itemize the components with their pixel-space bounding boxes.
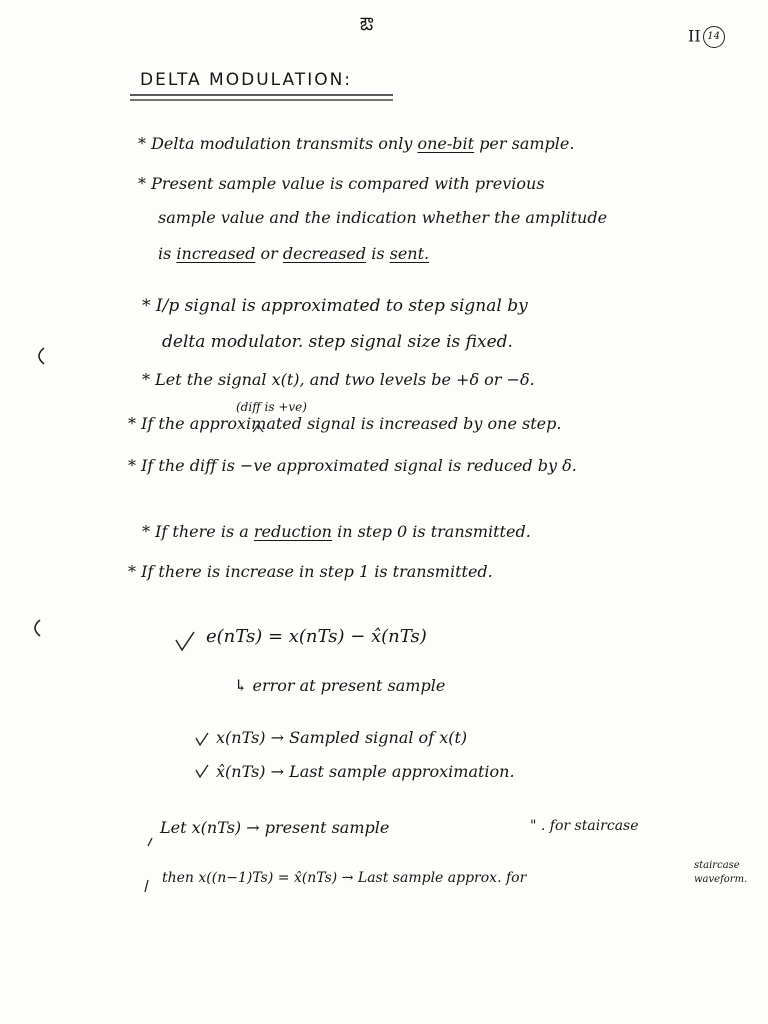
bullet-2-line-3: is increased or decreased is sent. — [158, 244, 430, 263]
equation-error-note: ↳ error at present sample — [234, 676, 446, 695]
bullet-star: * — [128, 456, 142, 475]
page-roman: II — [688, 26, 701, 46]
bullet-4: * Let the signal x(t), and two levels be +δ or −δ. — [142, 370, 535, 389]
check-mark-3 — [196, 765, 208, 777]
page-title: DELTA MODULATION: — [140, 70, 353, 90]
slash-mark-1 — [148, 838, 152, 846]
margin-hole-1 — [39, 348, 44, 364]
bullet-star: * — [138, 174, 152, 193]
equation-sampled: x(nTs) → Sampled signal of x(t) — [216, 728, 468, 747]
bullet-star: * — [142, 370, 156, 389]
equation-then-waveform: waveform. — [694, 874, 748, 885]
bullet-2-line-1: * Present sample value is compared with previous — [138, 174, 545, 193]
bullet-3-line-2: delta modulator. step signal size is fixed. — [162, 332, 513, 352]
bullet-3-line-1: * I/p signal is approximated to step signal by — [142, 296, 528, 316]
bullet-star: * — [128, 562, 142, 581]
bullet-star: * — [142, 522, 156, 541]
check-mark-1 — [176, 632, 194, 650]
check-mark-2 — [196, 733, 208, 745]
equation-let-ditto: " . for staircase — [530, 818, 639, 834]
bullet-5-annotation: (diff is +ve) — [236, 400, 307, 414]
equation-then: then x((n−1)Ts) = x̂(nTs) → Last sample approx. for — [162, 870, 527, 886]
page-circled-number: 14 — [703, 26, 725, 48]
top-mark: ఔ — [360, 14, 374, 35]
page-number — [688, 26, 725, 48]
bullet-5: * If the approximated signal is increased by one step. — [128, 414, 562, 433]
equation-error: e(nTs) = x(nTs) − x̂(nTs) — [206, 626, 427, 647]
bullet-6: * If the diff is −ve approximated signal is reduced by δ. — [128, 456, 577, 475]
equation-then-staircase: staircase — [694, 860, 740, 871]
bullet-1: * Delta modulation transmits only one-bit per sample. — [138, 134, 575, 153]
slash-mark-2 — [145, 880, 148, 892]
bullet-2-line-2: sample value and the indication whether the amplitude — [158, 208, 608, 227]
bullet-star: * — [142, 296, 156, 316]
equation-let: Let x(nTs) → present sample — [160, 818, 390, 837]
bullet-star: * — [128, 414, 142, 433]
equation-last-sample: x̂(nTs) → Last sample approximation. — [216, 762, 515, 781]
bullet-8: * If there is increase in step 1 is transmitted. — [128, 562, 493, 581]
bullet-7: * If there is a reduction in step 0 is transmitted. — [142, 522, 531, 541]
margin-hole-2 — [35, 620, 40, 636]
bullet-star: * — [138, 134, 152, 153]
